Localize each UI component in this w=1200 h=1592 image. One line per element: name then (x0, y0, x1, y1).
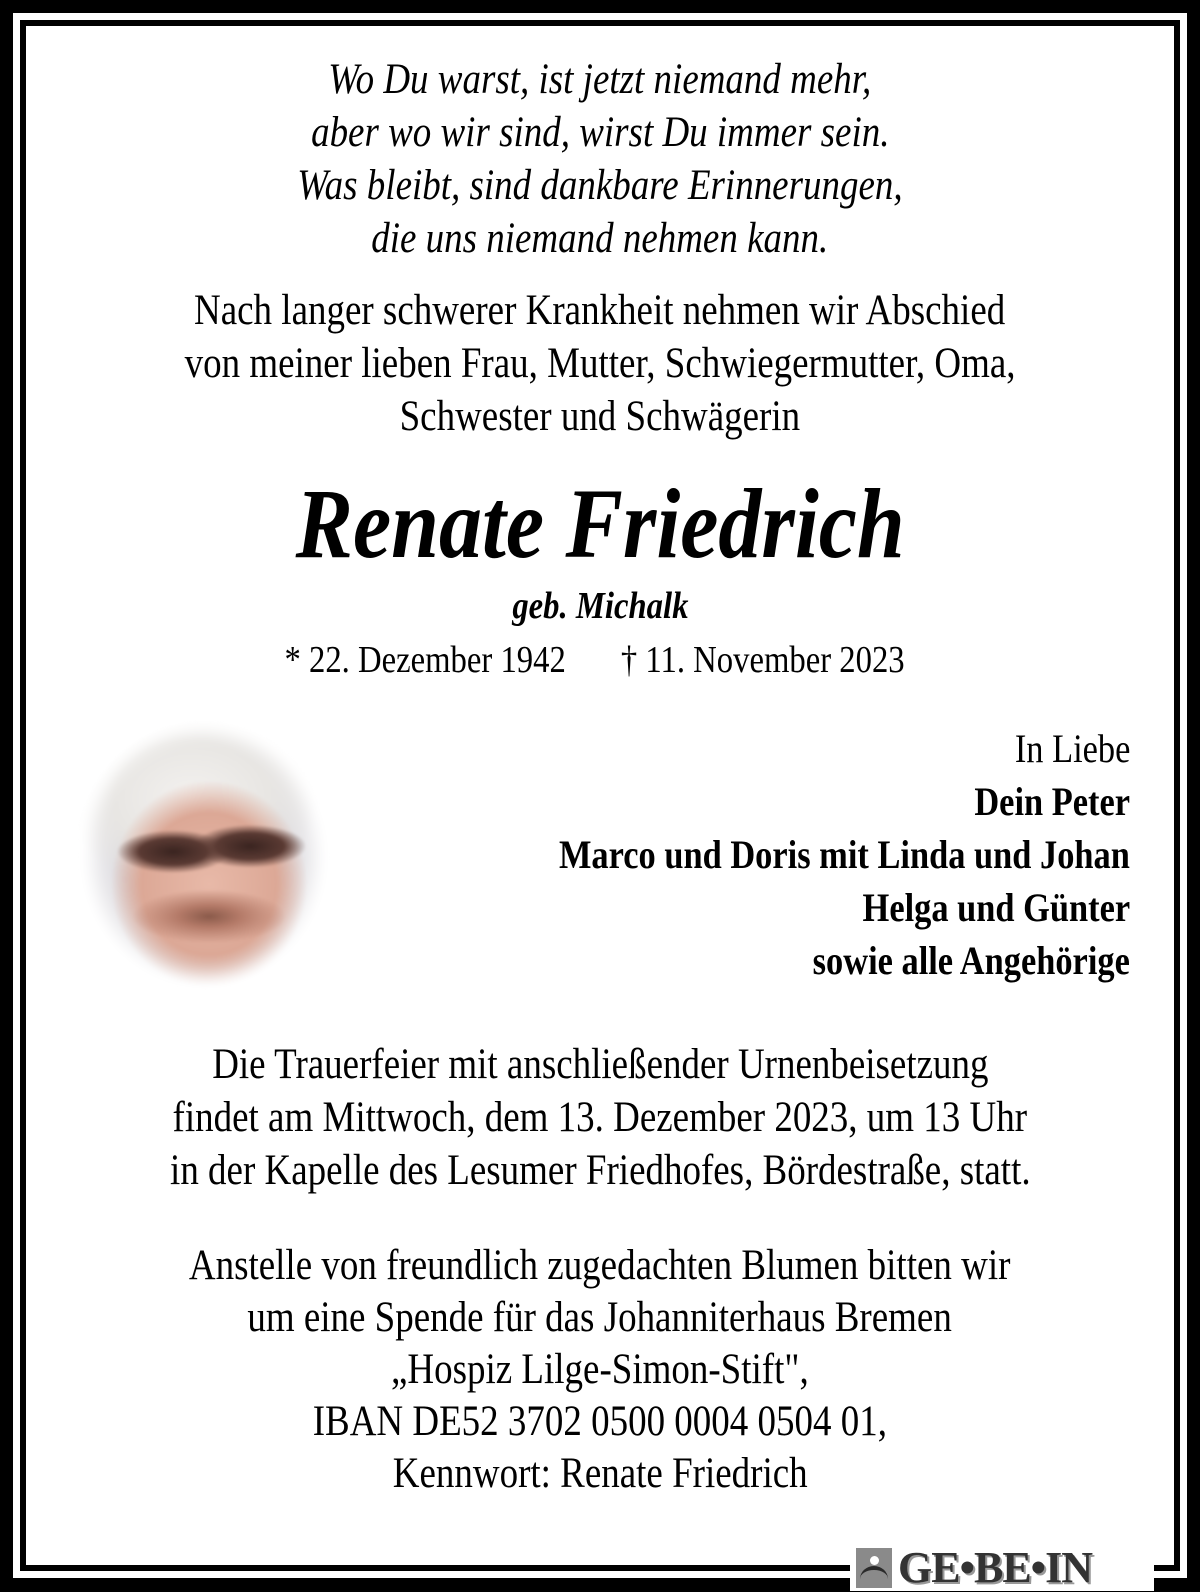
mourner-name: Helga und Günter (862, 885, 1130, 930)
ceremony-line: findet am Mittwoch, dem 13. Dezember 2023, um 13 Uhr (172, 1094, 1028, 1141)
intro-line: von meiner lieben Frau, Mutter, Schwiegermutter, Oma, (184, 340, 1016, 387)
portrait-photo (76, 722, 332, 992)
birth-date: * 22. Dezember 1942 (284, 639, 567, 681)
donation-line: IBAN DE52 3702 0500 0004 0504 01, (312, 1398, 888, 1445)
gebein-logo (850, 1545, 1154, 1591)
donation-line: Anstelle von freundlich zugedachten Blumen bitten wir (189, 1242, 1011, 1289)
birth-name: geb. Michalk (511, 585, 689, 627)
logo-text: GE•BE•IN (898, 1543, 1092, 1592)
donation-line: „Hospiz Lilge-Simon-Stift", (391, 1346, 809, 1393)
ceremony-line: Die Trauerfeier mit anschließender Urnenbeisetzung (211, 1041, 989, 1088)
mourner-name: Marco und Doris mit Linda und Johan (559, 832, 1130, 877)
deceased-name: Renate Friedrich (295, 468, 905, 579)
death-date: † 11. November 2023 (621, 639, 906, 681)
mourners-block (466, 722, 1130, 987)
ceremony-line: in der Kapelle des Lesumer Friedhofes, Bördestraße, statt. (169, 1147, 1031, 1194)
life-dates (285, 638, 905, 682)
poem-line: die uns niemand nehmen kann. (371, 215, 829, 262)
poem-line: Wo Du warst, ist jetzt niemand mehr, (328, 56, 872, 103)
poem-line: Was bleibt, sind dankbare Erinnerungen, (297, 162, 903, 209)
mourners-intro: In Liebe (1014, 726, 1130, 771)
donation-line: um eine Spende für das Johanniterhaus Bremen (247, 1294, 953, 1341)
poem-line: aber wo wir sind, wirst Du immer sein. (310, 109, 890, 156)
gebein-logo-mark-icon (856, 1548, 892, 1588)
intro-line: Schwester und Schwägerin (399, 393, 801, 440)
donation-line: Kennwort: Renate Friedrich (392, 1450, 808, 1497)
mourner-name: Dein Peter (974, 779, 1130, 824)
mourner-name: sowie alle Angehörige (812, 938, 1130, 983)
intro-line: Nach langer schwerer Krankheit nehmen wir Abschied (194, 287, 1006, 334)
obituary-card (26, 26, 1174, 1565)
